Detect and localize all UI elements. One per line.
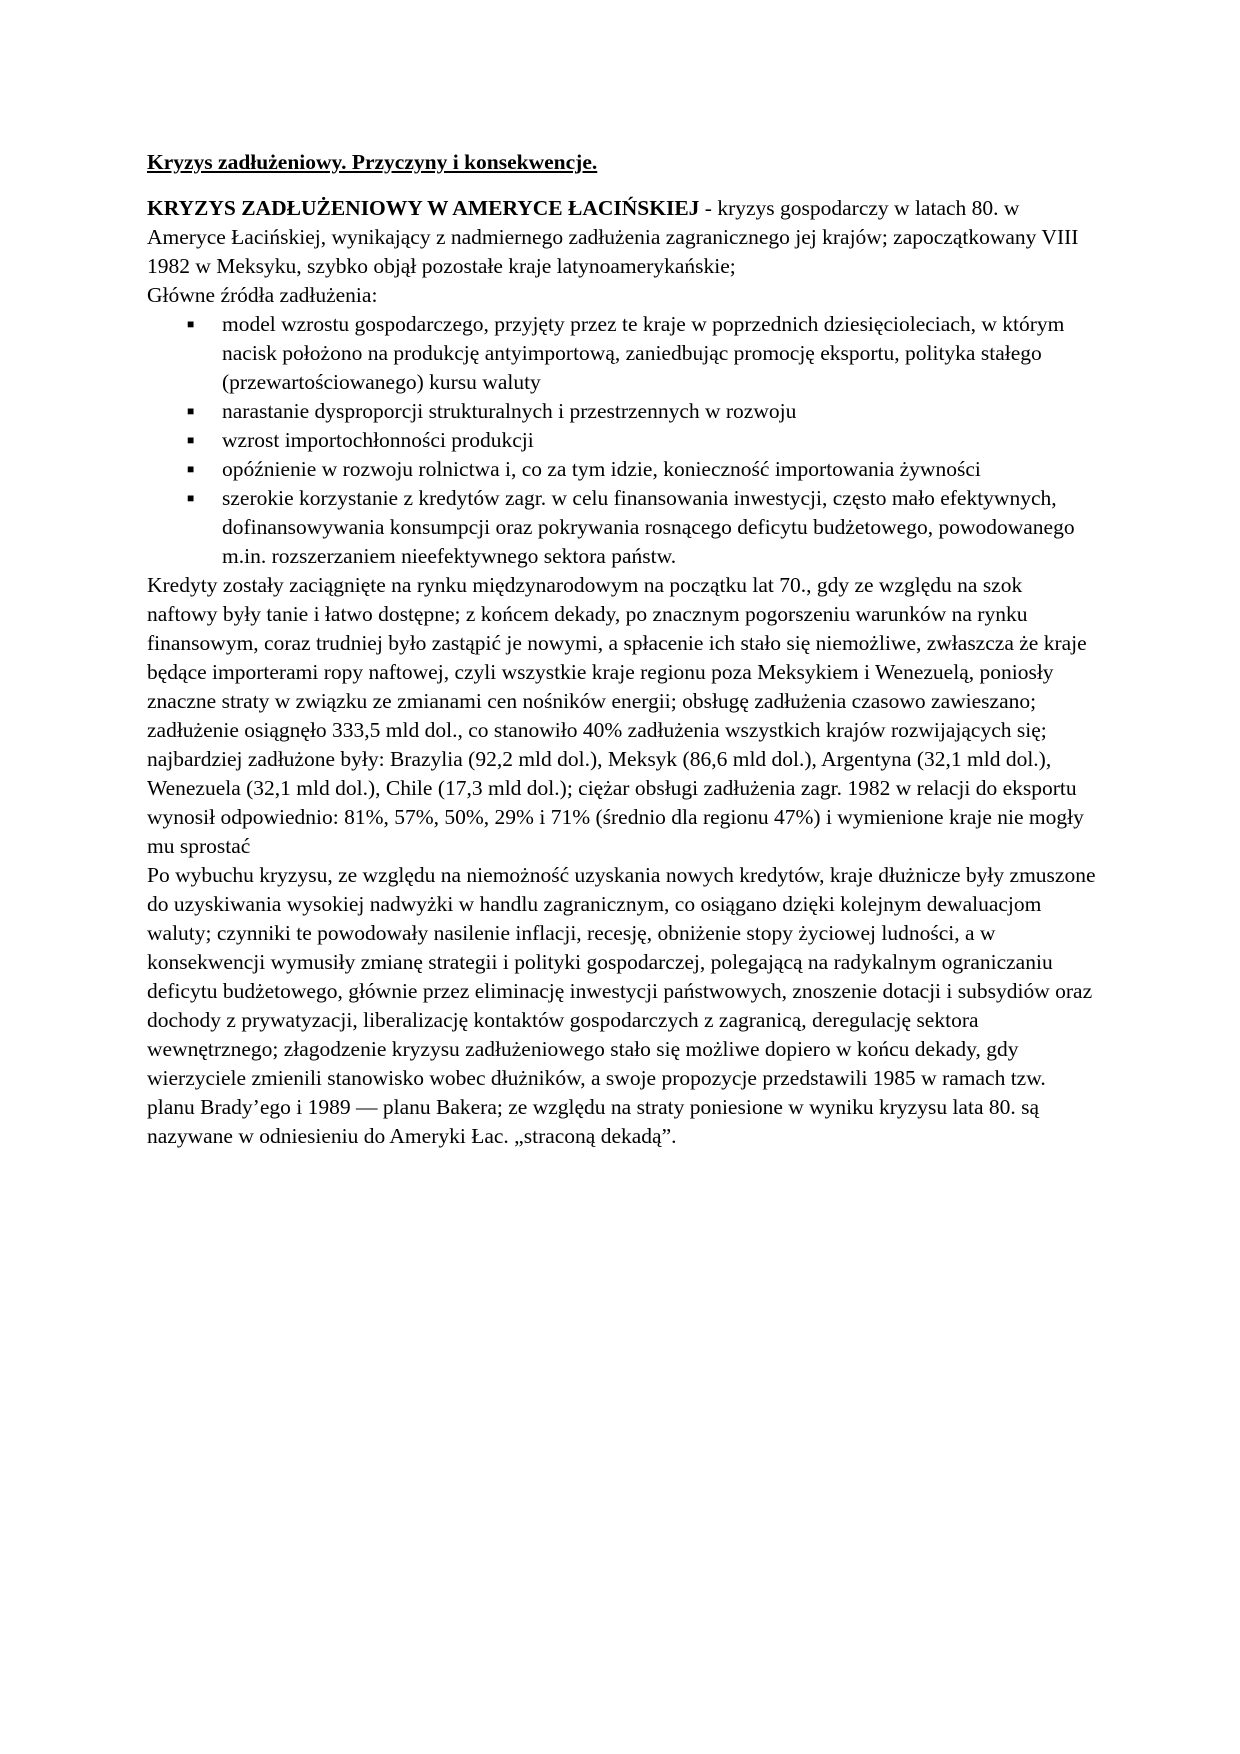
sources-list <box>147 310 1097 571</box>
list-item <box>147 455 1097 484</box>
list-item <box>147 426 1097 455</box>
list-item-text: opóźnienie w rozwoju rolnictwa i, co za tym idzie, konieczność importowania żywności <box>222 457 981 481</box>
list-item <box>147 484 1097 571</box>
bullet-icon: ■ <box>187 462 195 476</box>
body-paragraph-consequences: Po wybuchu kryzysu, ze względu na niemożność uzyskania nowych kredytów, kraje dłużnicze były zmuszone do uzyskiwania wysokiej nadwyżki w handlu zagranicznym, co osiągano dzięki kolejnym dewaluacjom waluty; czynniki te powodowały nasilenie inflacji, recesję, obniżenie stopy życiowej ludności, a w konsekwencji wymusiły zmianę strategii i polityki gospodarczej, polegającą na radykalnym ograniczaniu deficytu budżetowego, głównie przez eliminację inwestycji państwowych, znoszenie dotacji i subsydiów oraz dochody z prywatyzacji, liberalizację kontaktów gospodarczych z zagranicą, deregulację sektora wewnętrznego; złagodzenie kryzysu zadłużeniowego stało się możliwe dopiero w końcu dekady, gdy wierzyciele zmienili stanowisko wobec dłużników, a swoje propozycje przedstawili 1985 w ramach tzw. planu Brady’ego i 1989 — planu Bakera; ze względu na straty poniesione w wyniku kryzysu lata 80. są nazywane w odniesieniu do Ameryki Łac. „straconą dekadą”. <box>147 863 1096 1148</box>
sources-heading: Główne źródła zadłużenia: <box>147 283 378 307</box>
body-paragraph-credits: Kredyty zostały zaciągnięte na rynku międzynarodowym na początku lat 70., gdy ze względu na szok naftowy były tanie i łatwo dostępne; z końcem dekady, po znacznym pogorszeniu warunków na rynku finansowym, coraz trudniej było zastąpić je nowymi, a spłacenie ich stało się niemożliwe, zwłaszcza że kraje będące importerami ropy naftowej, czyli wszystkie kraje regionu poza Meksykiem i Wenezuelą, poniosły znaczne straty w związku ze zmianami cen nośników energii; obsługę zadłużenia czasowo zawieszano; zadłużenie osiągnęło 333,5 mld dol., co stanowiło 40% zadłużenia wszystkich krajów rozwijających się; najbardziej zadłużone były: Brazylia (92,2 mld dol.), Meksyk (86,6 mld dol.), Argentyna (32,1 mld dol.), Wenezuela (32,1 mld dol.), Chile (17,3 mld dol.); ciężar obsługi zadłużenia zagr. 1982 w relacji do eksportu wynosił odpowiednio: 81%, 57%, 50%, 29% i 71% (średnio dla regionu 47%) i wymienione kraje nie mogły mu sprostać <box>147 573 1087 858</box>
bullet-icon: ■ <box>187 404 195 418</box>
bullet-icon: ■ <box>187 317 195 331</box>
document-title: Kryzys zadłużeniowy. Przyczyny i konsekwencje. <box>147 150 598 174</box>
intro-paragraph <box>147 194 1097 281</box>
list-item-text: model wzrostu gospodarczego, przyjęty przez te kraje w poprzednich dziesięcioleciach, w którym nacisk położono na produkcję antyimportową, zaniedbując promocję eksportu, polityka stałego (przewartościowanego) kursu waluty <box>222 312 1065 394</box>
list-item-text: wzrost importochłonności produkcji <box>222 428 534 452</box>
bullet-icon: ■ <box>187 433 195 447</box>
list-item-text: narastanie dysproporcji strukturalnych i przestrzennych w rozwoju <box>222 399 797 423</box>
intro-term: KRYZYS ZADŁUŻENIOWY W AMERYCE ŁACIŃSKIEJ <box>147 196 700 220</box>
document-page <box>147 148 1097 1151</box>
list-item <box>147 310 1097 397</box>
intro-definition: - kryzys gospodarczy w latach 80. w Ameryce Łacińskiej, wynikający z nadmiernego zadłużenia zagranicznego jej krajów; zapoczątkowany VIII 1982 w Meksyku, szybko objął pozostałe kraje latynoamerykańskie; <box>147 196 1079 278</box>
bullet-icon: ■ <box>187 491 195 505</box>
list-item-text: szerokie korzystanie z kredytów zagr. w celu finansowania inwestycji, często mało efektywnych, dofinansowywania konsumpcji oraz pokrywania rosnącego deficytu budżetowego, powodowanego m.in. rozszerzaniem nieefektywnego sektora państw. <box>222 486 1075 568</box>
list-item <box>147 397 1097 426</box>
